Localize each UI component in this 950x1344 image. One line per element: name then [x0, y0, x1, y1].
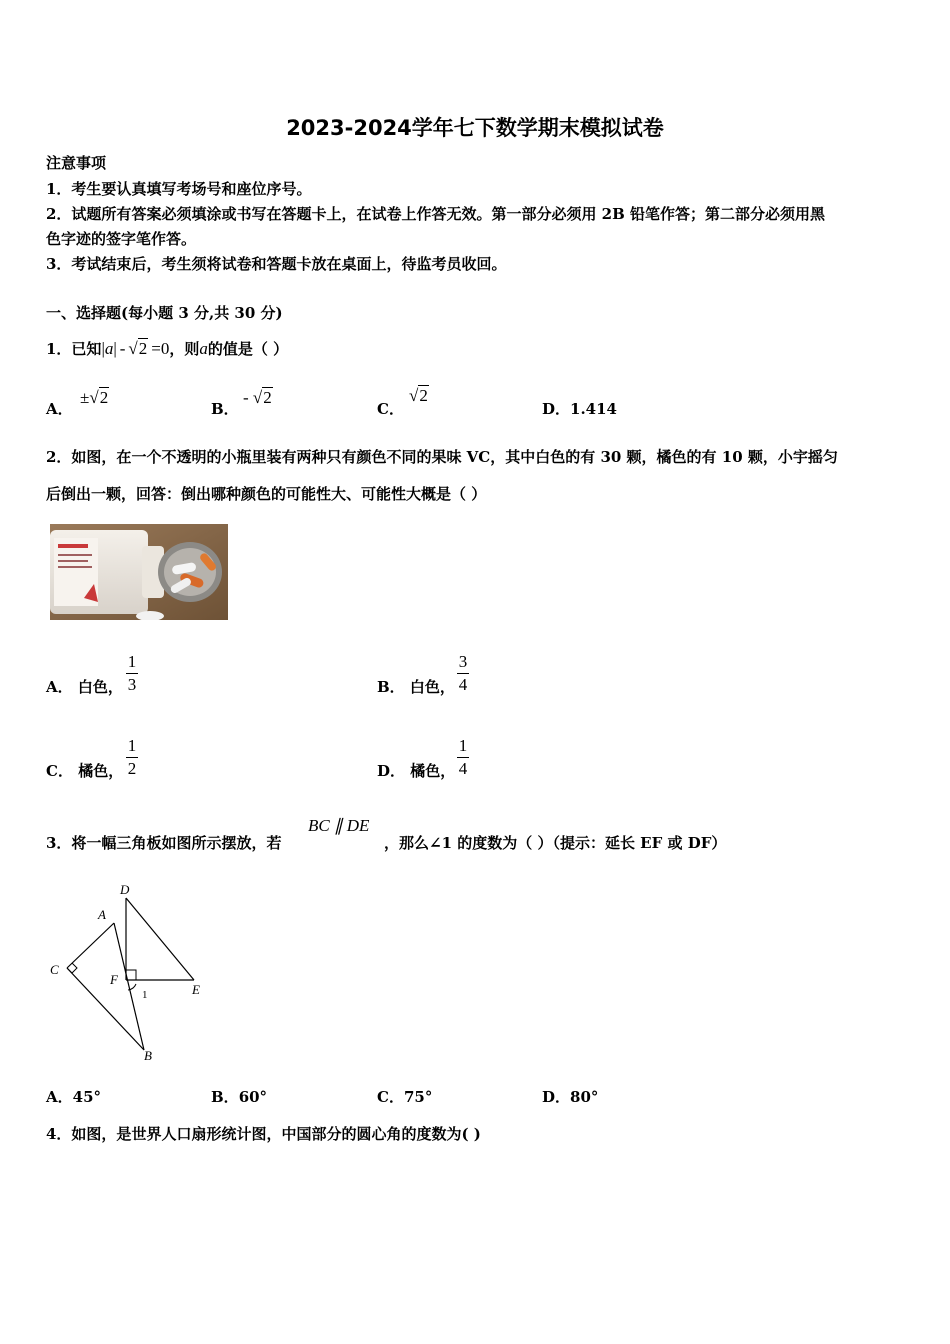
notice-item-1: 1．考生要认真填写考场号和座位序号。	[46, 180, 312, 198]
label-c: C	[50, 962, 59, 977]
question-4: 4．如图，是世界人口扇形统计图，中国部分的圆心角的度数为( )	[46, 1125, 481, 1143]
q3-condition: BC ∥ DE	[308, 816, 370, 835]
q1-option-c-value: √2	[409, 386, 428, 405]
label-d: D	[120, 882, 130, 897]
q2-option-a-fraction: 1 3	[127, 652, 137, 694]
q2-option-b: B． 白色，	[377, 678, 455, 696]
q2-option-d: D． 橘色，	[377, 762, 456, 780]
q1-option-d: D．1.414	[542, 400, 617, 418]
q2-option-b-fraction: 3 4	[458, 652, 468, 694]
label-a: A	[98, 907, 106, 922]
notice-item-2: 2．试题所有答案必须填涂或书写在答题卡上，在试卷上作答无效。第一部分必须用 2B 铅笔作答；第二部分必须用黑	[46, 205, 826, 223]
triangle-set-figure	[44, 876, 214, 1062]
question-3: 3．将一幅三角板如图所示摆放，若	[46, 834, 282, 852]
question-3-suffix: ，那么∠1 的度数为（ ）（提示：延长 EF 或 DF）	[384, 834, 727, 852]
notice-heading: 注意事项	[46, 154, 107, 172]
page-title: 2023-2024学年七下数学期末模拟试卷	[286, 116, 664, 140]
q3-option-d: D．80°	[542, 1088, 599, 1106]
notice-item-2-cont: 色字迹的签字笔作答。	[46, 230, 197, 248]
q2-option-c-fraction: 1 2	[127, 736, 137, 778]
section-heading: 一、选择题(每小题 3 分,共 30 分)	[46, 304, 283, 322]
q1-option-b: B．	[211, 400, 239, 418]
label-e: E	[192, 982, 200, 997]
q3-option-c: C．75°	[377, 1088, 433, 1106]
q1-option-c: C．	[377, 400, 404, 418]
q1-option-b-value: - √2	[243, 388, 272, 407]
label-angle-1: 1	[142, 989, 148, 1001]
q2-option-c: C． 橘色，	[46, 762, 124, 780]
q3-option-b: B．60°	[211, 1088, 268, 1106]
question-1: 1．已知|a| - √2 =0，则a的值是（ ）	[46, 339, 289, 358]
q1-option-a: A．	[46, 400, 73, 418]
label-f: F	[110, 972, 118, 987]
vitamin-bottle-photo	[50, 524, 228, 620]
label-b: B	[144, 1048, 152, 1062]
question-2-line-1: 2．如图，在一个不透明的小瓶里装有两种只有颜色不同的果味 VC，其中白色的有 30 颗，橘色的有 10 颗，小宇摇匀	[46, 448, 838, 466]
q3-option-a: A．45°	[46, 1088, 102, 1106]
q1-option-a-value: ±√2	[80, 388, 109, 407]
question-2-line-2: 后倒出一颗，回答：倒出哪种颜色的可能性大、可能性大概是（ ）	[46, 485, 487, 503]
notice-item-3: 3．考试结束后，考生须将试卷和答题卡放在桌面上，待监考员收回。	[46, 255, 507, 273]
q2-option-d-fraction: 1 4	[458, 736, 468, 778]
q2-option-a: A． 白色，	[46, 678, 123, 696]
